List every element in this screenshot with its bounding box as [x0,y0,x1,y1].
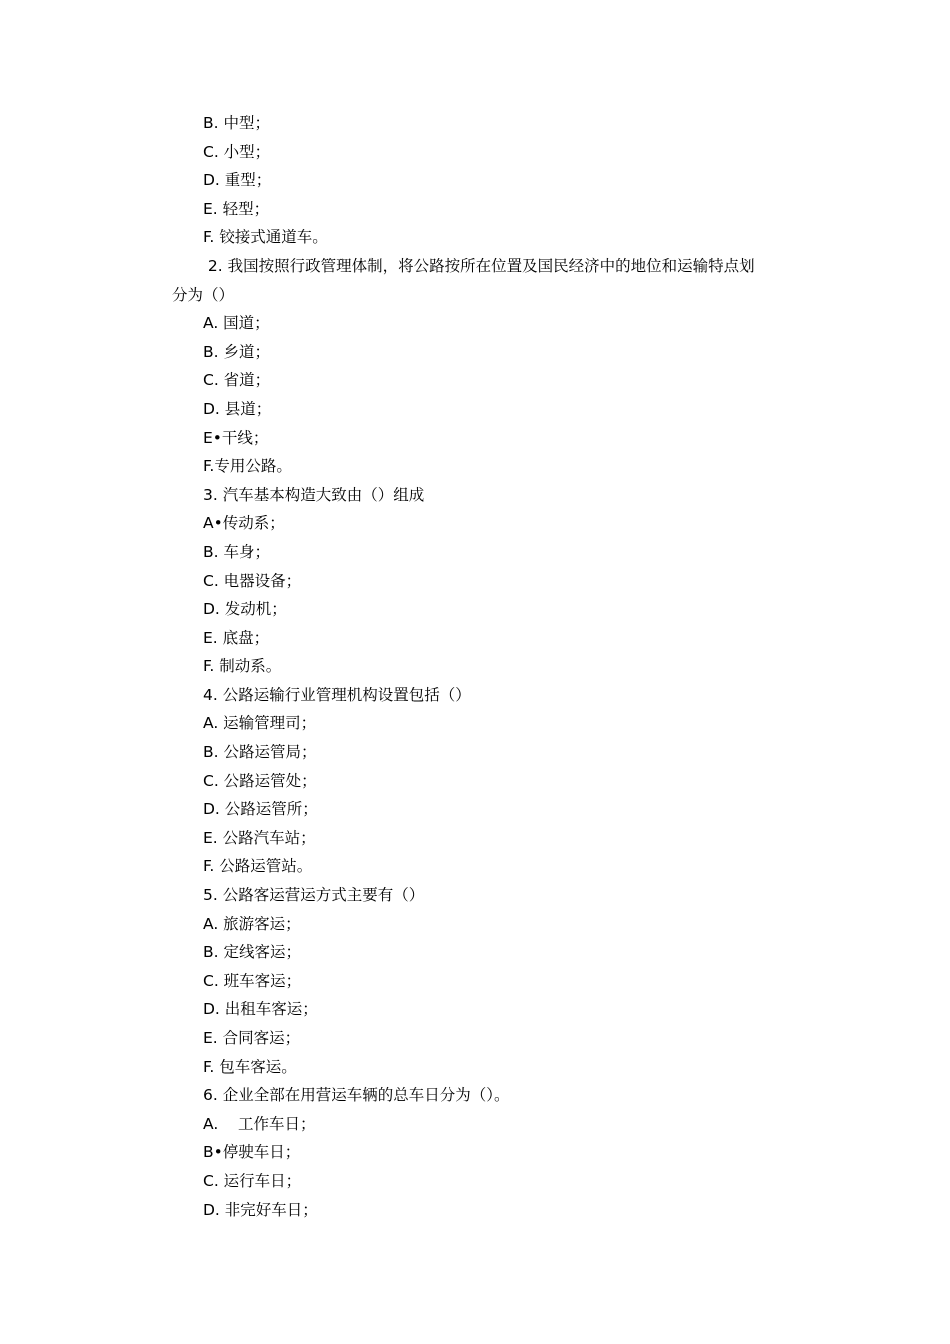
answer-option: E. 轻型； [203,199,270,218]
answer-option: D. 非完好车日； [203,1200,318,1219]
answer-option: C. 运行车日； [203,1171,302,1190]
answer-option: A. 运输管理司； [203,714,317,733]
answer-option: F. 铰接式通道车。 [203,228,328,247]
answer-option: F.专用公路。 [203,457,292,476]
answer-option: C. 小型； [203,142,271,161]
answer-option: B•停驶车日； [203,1143,301,1162]
answer-option: B. 定线客运； [203,943,301,962]
answer-option: C. 电器设备； [203,571,302,590]
answer-option: D. 出租车客运； [203,1000,318,1019]
answer-option: F. 公路运管站。 [203,857,313,876]
answer-option: B. 乡道； [203,342,270,361]
answer-option: E. 合同客运； [203,1029,301,1047]
answer-option: C. 班车客运； [203,971,302,990]
question-text: 2. 我国按照行政管理体制，将公路按所在位置及国民经济中的地位和运输特点划 [203,256,755,275]
answer-option: A. 工作车日； [203,1114,316,1133]
answer-option: A•传动系； [203,514,285,533]
answer-option: A. 国道； [203,314,270,333]
document-body [0,109,950,1224]
question-text: 5. 公路客运营运方式主要有（） [203,886,425,905]
question-text: 3. 汽车基本构造大致由（）组成 [203,485,425,504]
answer-option: B. 中型； [203,114,270,132]
answer-option: D. 重型； [203,171,272,190]
answer-option: A. 旅游客运； [203,914,301,933]
question-text: 4. 公路运输行业管理机构设置包括（） [203,685,471,704]
answer-option: F. 制动系。 [203,657,282,676]
answer-option: D. 公路运管所； [203,800,318,819]
question-text: 6. 企业全部在用营运车辆的总车日分为（）。 [203,1086,510,1105]
answer-option: E•干线； [203,428,269,447]
answer-option: E. 底盘； [203,628,270,647]
answer-option: D. 发动机； [203,600,287,619]
answer-option: F. 包车客运。 [203,1057,297,1076]
answer-option: B. 公路运管局； [203,743,317,762]
answer-option: B. 车身； [203,542,270,561]
answer-option: C. 省道； [203,371,271,390]
answer-option: C. 公路运管处； [203,771,317,790]
answer-option: D. 县道； [203,399,272,418]
answer-option: E. 公路汽车站； [203,828,316,847]
question-text-continuation: 分为（） [172,285,235,304]
